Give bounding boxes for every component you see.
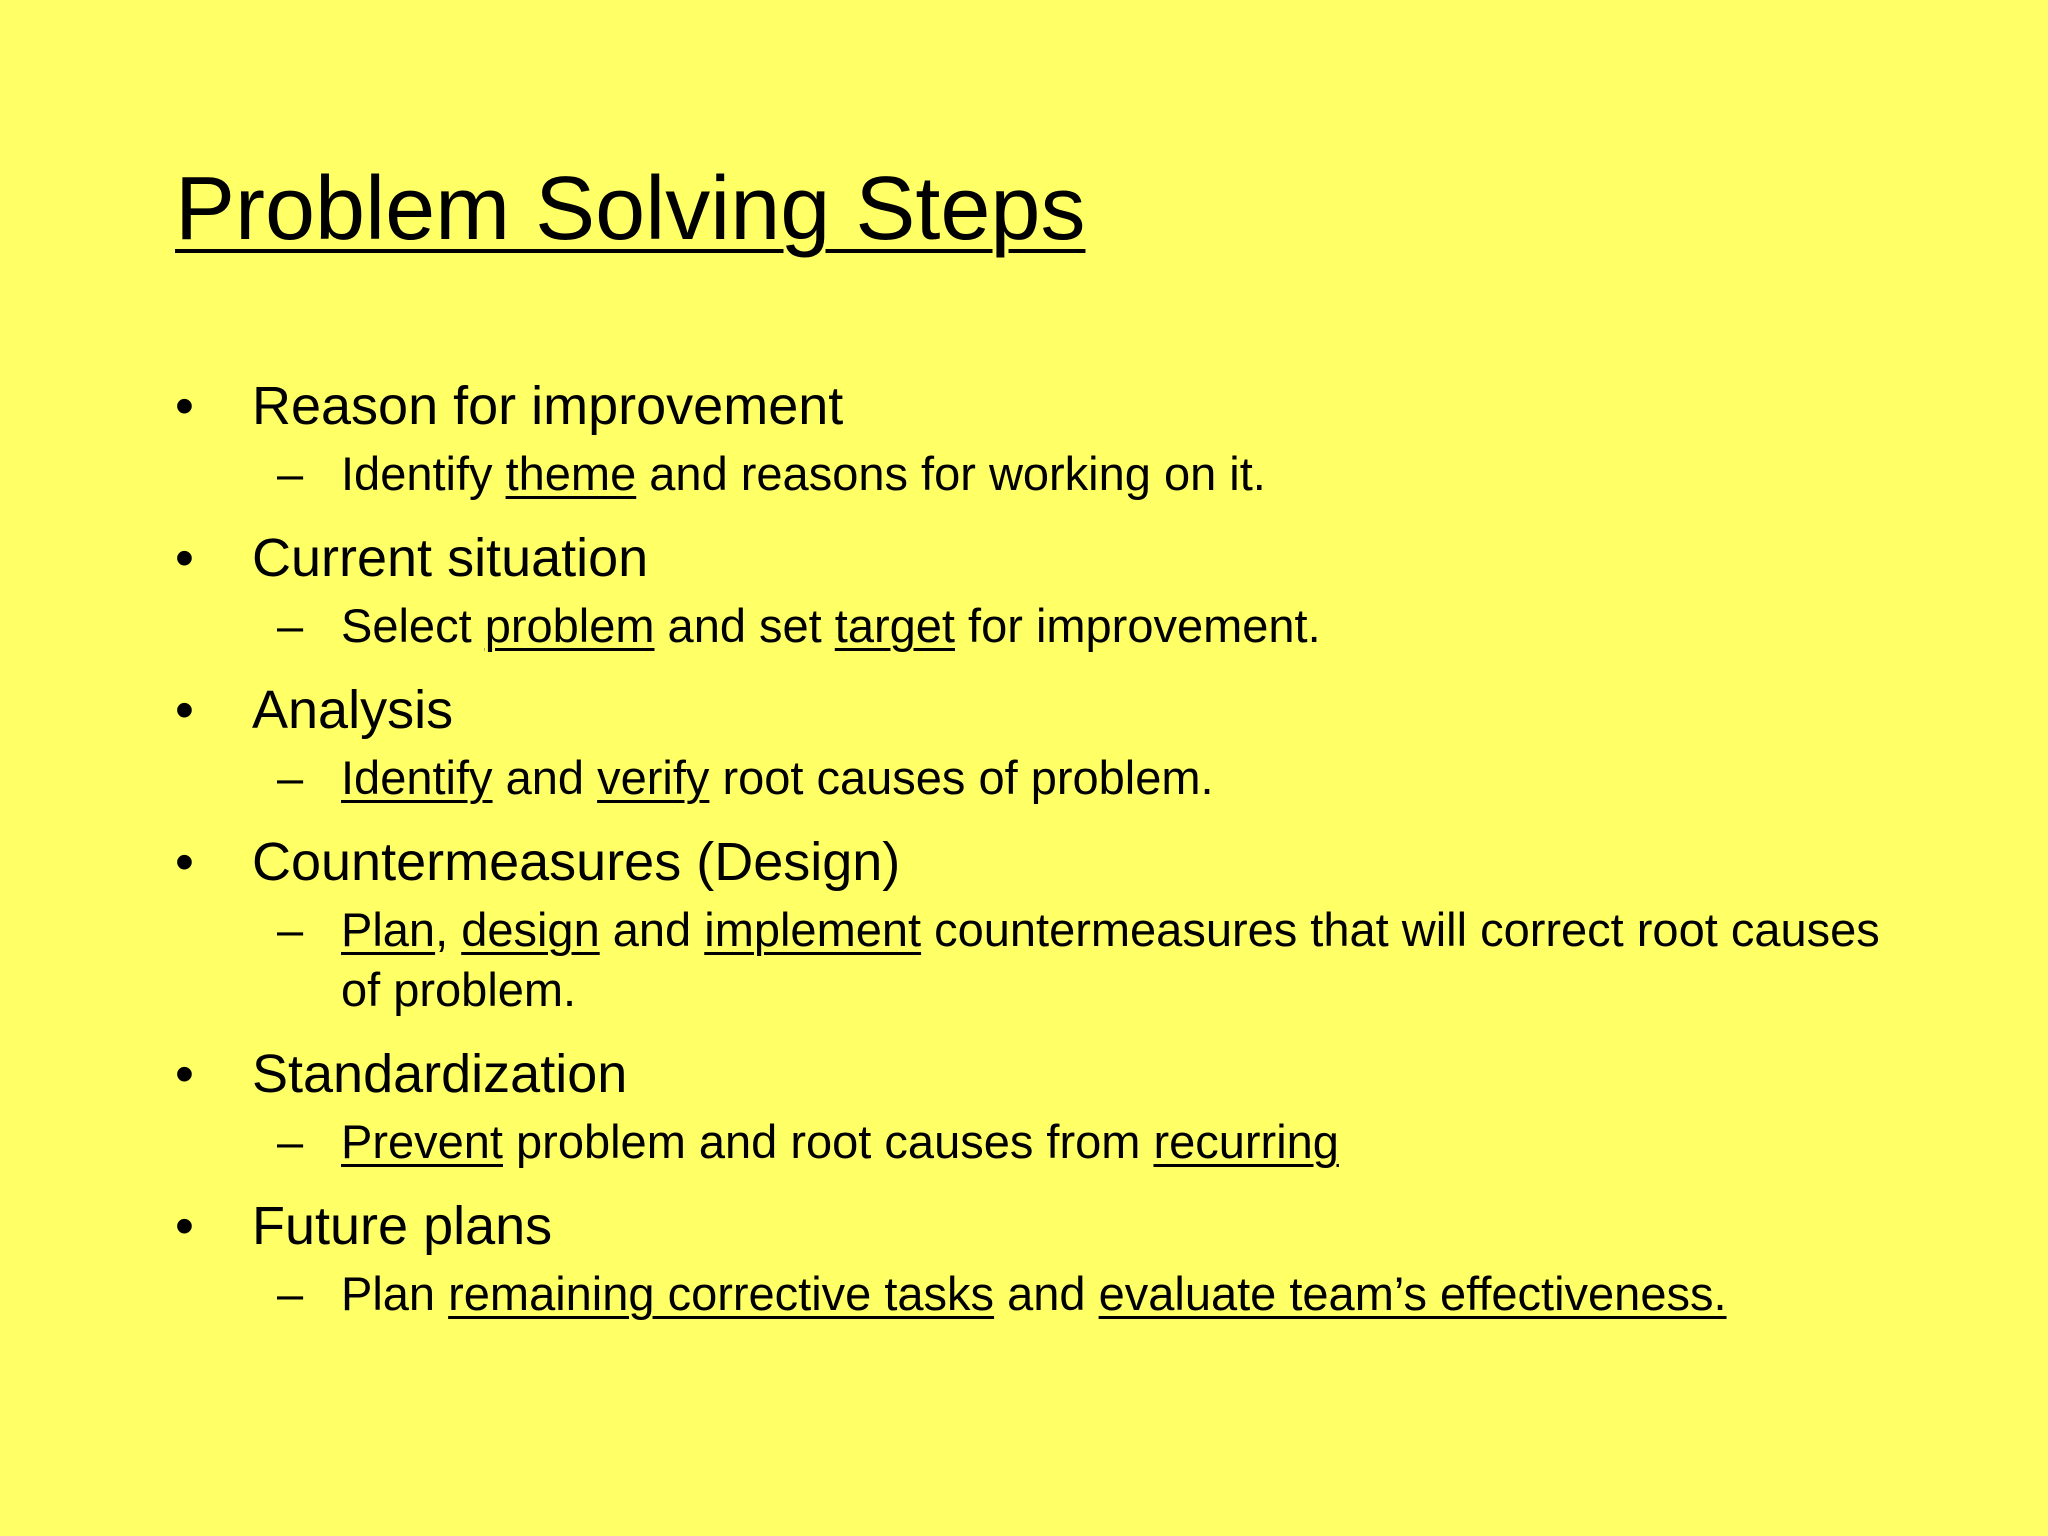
bullet-item [175,524,1895,592]
detail-text: root causes of problem. [709,751,1214,804]
bullet-heading: Future plans [252,1196,553,1256]
dash-icon: – [277,1267,304,1320]
dash-icon: – [277,447,304,500]
bullet-list [175,372,1895,1324]
detail-text: , [435,903,462,956]
detail-text: for improvement. [954,599,1321,652]
dash-icon: – [277,1115,304,1168]
underlined-text: Plan [341,903,436,956]
underlined-text: design [461,903,600,956]
sub-bullet-item [175,900,1895,1020]
bullet-item [175,828,1895,896]
slide-title: Problem Solving Steps [175,159,1086,259]
detail-text: Identify [341,447,506,500]
detail-text: countermeasures that will correct root causes of problem. [341,903,1880,1016]
underlined-text: target [834,599,955,652]
detail-text: and [994,1267,1099,1320]
sub-bullet-item [175,1112,1895,1172]
underlined-text: remaining corrective tasks [448,1267,995,1320]
underlined-text: Identify [341,751,493,804]
bullet-item [175,676,1895,744]
underlined-text: theme [505,447,637,500]
bullet-item [175,1040,1895,1108]
bullet-dot-icon: • [175,528,194,588]
bullet-heading: Standardization [252,1044,628,1104]
bullet-item [175,1192,1895,1260]
sub-bullet-item [175,748,1895,808]
underlined-text: recurring [1153,1115,1339,1168]
bullet-dot-icon: • [175,832,194,892]
dash-icon: – [277,751,304,804]
underlined-text: evaluate team’s effectiveness. [1098,1267,1727,1320]
bullet-dot-icon: • [175,1044,194,1104]
detail-text: and [492,751,598,804]
sub-bullet-item [175,596,1895,656]
sub-bullet-item [175,444,1895,504]
bullet-heading: Analysis [252,680,454,740]
detail-text: and set [654,599,835,652]
sub-bullet-item [175,1264,1895,1324]
bullet-item [175,372,1895,440]
detail-text: and [599,903,705,956]
underlined-text: problem [484,599,655,652]
bullet-heading: Reason for improvement [252,376,844,436]
detail-text: problem and root causes from [502,1115,1154,1168]
detail-text: Plan [341,1267,449,1320]
detail-text: Select [341,599,485,652]
underlined-text: verify [597,751,710,804]
bullet-dot-icon: • [175,680,194,740]
bullet-dot-icon: • [175,1196,194,1256]
detail-text: and reasons for working on it. [636,447,1266,500]
underlined-text: implement [704,903,922,956]
bullet-heading: Current situation [252,528,649,588]
bullet-heading: Countermeasures (Design) [252,832,901,892]
dash-icon: – [277,903,304,956]
bullet-dot-icon: • [175,376,194,436]
dash-icon: – [277,599,304,652]
underlined-text: Prevent [341,1115,503,1168]
